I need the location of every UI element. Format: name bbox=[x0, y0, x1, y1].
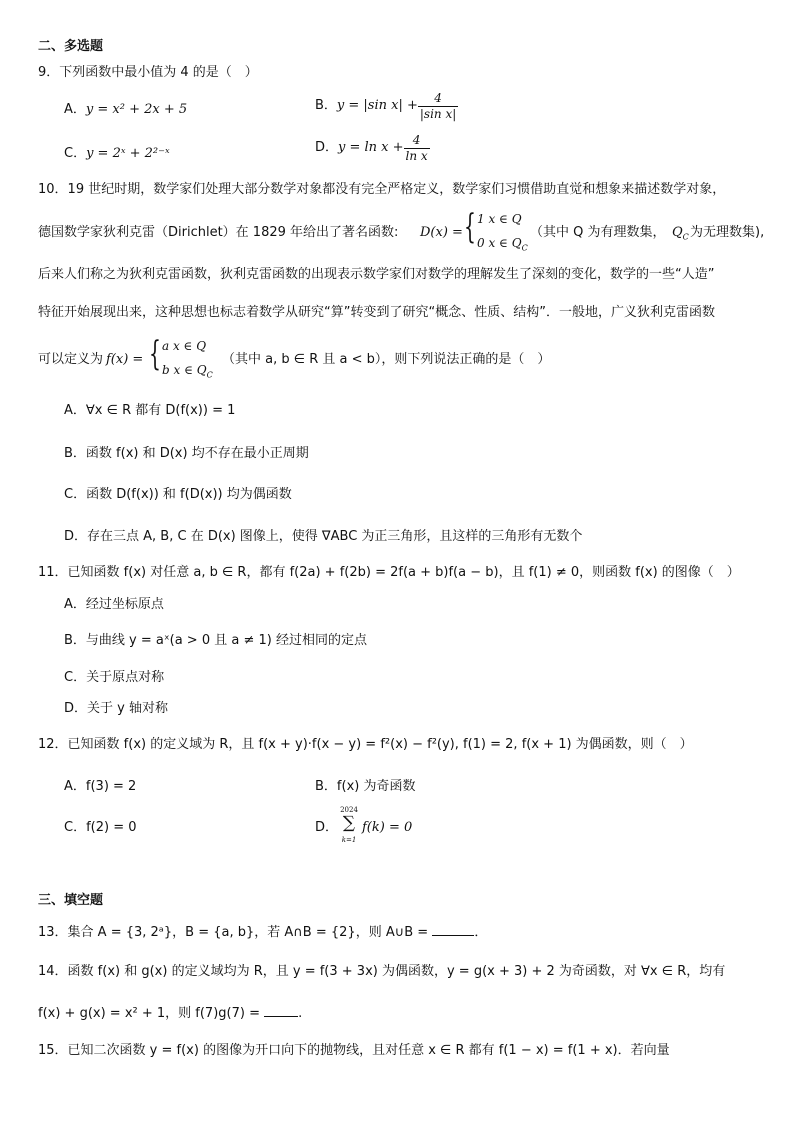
q10-option-d: D．存在三点 A, B, C 在 D(x) 图像上，使得 ∇ABC 为正三角形，且这样的三角形有无数个 bbox=[64, 529, 583, 544]
q9-option-a-label: A． bbox=[64, 102, 86, 117]
q12-option-a: A．f(3) = 2 bbox=[64, 779, 137, 794]
question-10-line-1: 10．19 世纪时期，数学家们处理大部分数学对象都没有完全严格定义，数学家们习惯借助直觉和想象来描述数学对象， bbox=[38, 182, 726, 197]
q12-sum-lower-limit: k=1 bbox=[341, 836, 357, 844]
irrational-set-letter: Q bbox=[672, 225, 683, 240]
q12-sigma-symbol: ∑ bbox=[342, 813, 356, 833]
section-title-multiple-choice: 二、多选题 bbox=[38, 39, 104, 54]
generalized-case-2-subscript: C bbox=[206, 370, 213, 380]
question-10-line-2-end: 为无理数集), bbox=[690, 225, 765, 240]
question-11-stem: 11．已知函数 f(x) 对任意 a, b ∈ R，都有 f(2a) + f(2b) = 2f(a + b)f(a − b)，且 f(1) ≠ 0，则函数 f(x) 的图像（ ） bbox=[38, 565, 740, 580]
q12-option-b: B．f(x) 为奇函数 bbox=[315, 779, 416, 794]
q11-option-c: C．关于原点对称 bbox=[64, 670, 165, 685]
question-10-line-2-suffix: （其中 Q 为有理数集， bbox=[530, 225, 666, 240]
q9-option-d-denominator: ln x bbox=[405, 148, 428, 163]
question-13-end: ． bbox=[474, 925, 488, 940]
dirichlet-case-2 bbox=[477, 236, 528, 254]
q9-option-d bbox=[315, 134, 430, 163]
q12-sum-upper-limit: 2024 bbox=[340, 806, 358, 814]
dirichlet-case-2-subscript: C bbox=[521, 243, 528, 253]
q10-option-c: C．函数 D(f(x)) 和 f(D(x)) 均为偶函数 bbox=[64, 487, 292, 502]
q9-option-b-label: B． bbox=[315, 98, 337, 114]
q13-answer-blank[interactable] bbox=[432, 935, 474, 936]
question-12-stem: 12．已知函数 f(x) 的定义域为 R，且 f(x + y)·f(x − y) = f²(x) − f²(y), f(1) = 2, f(x + 1) 为偶函数，则（ ） bbox=[38, 737, 693, 752]
generalized-case-2-text: b x ∈ Q bbox=[162, 363, 207, 377]
question-10-line-5-prefix: 可以定义为 bbox=[38, 352, 104, 367]
section-title-fill-blank: 三、填空题 bbox=[38, 893, 104, 908]
q11-option-a: A．经过坐标原点 bbox=[64, 597, 164, 612]
question-14-line-1: 14．函数 f(x) 和 g(x) 的定义域均为 R，且 y = f(3 + 3x) 为偶函数，y = g(x + 3) + 2 为奇函数，对 ∀x ∈ R，均有 bbox=[38, 964, 726, 979]
generalized-case-2 bbox=[162, 363, 213, 381]
question-14-line-2-text: f(x) + g(x) = x² + 1，则 f(7)g(7) = bbox=[38, 1006, 260, 1021]
q9-option-b-denominator: |sin x| bbox=[419, 106, 457, 121]
q9-option-d-label: D． bbox=[315, 140, 339, 156]
question-10-line-2-prefix: 德国数学家狄利克雷（Dirichlet）在 1829 年给出了著名函数: bbox=[38, 225, 399, 240]
q9-option-d-fraction bbox=[404, 134, 430, 163]
question-10-line-3: 后来人们称之为狄利克雷函数，狄利克雷函数的出现表示数学家们对数学的理解发生了深刻的变化，数学的一些“人造” bbox=[38, 267, 715, 282]
q11-option-b: B．与曲线 y = aˣ(a > 0 且 a ≠ 1) 经过相同的定点 bbox=[64, 633, 367, 648]
q10-option-b: B．函数 f(x) 和 D(x) 均不存在最小正周期 bbox=[64, 446, 309, 461]
dirichlet-case-1: 1 x ∈ Q bbox=[477, 212, 522, 226]
q9-option-c-expr: y = 2ˣ + 2²⁻ˣ bbox=[86, 146, 170, 161]
question-13-text: 13．集合 A = {3, 2ᵃ}，B = {a, b}，若 A∩B = {2}，则 A∪B = bbox=[38, 925, 429, 940]
question-9-stem: 9．下列函数中最小值为 4 的是（ ） bbox=[38, 65, 258, 80]
q9-option-c-label: C． bbox=[64, 146, 87, 161]
question-10-line-5-suffix: （其中 a, b ∈ R 且 a < b），则下列说法正确的是（ ） bbox=[222, 352, 551, 367]
irrational-set-subscript: C bbox=[682, 232, 689, 242]
q14-answer-blank[interactable] bbox=[264, 1016, 298, 1017]
q9-option-b-numerator: 4 bbox=[418, 92, 458, 107]
q12-option-d-expr: f(k) = 0 bbox=[362, 820, 413, 835]
generalized-function-name: f(x) = bbox=[106, 352, 144, 367]
dirichlet-function-name: D(x) = bbox=[420, 225, 463, 240]
q10-option-a: A．∀x ∈ R 都有 D(f(x)) = 1 bbox=[64, 403, 236, 418]
dirichlet-case-2-text: 0 x ∈ Q bbox=[477, 236, 522, 250]
question-10-line-4: 特征开始展现出来，这种思想也标志着数学从研究“算”转变到了研究“概念、性质、结构”．一般地，广义狄利克雷函数 bbox=[38, 305, 715, 320]
dirichlet-brace: { bbox=[464, 207, 476, 247]
question-15-line-1: 15．已知二次函数 y = f(x) 的图像为开口向下的抛物线，且对任意 x ∈ R 都有 f(1 − x) = f(1 + x)．若向量 bbox=[38, 1043, 670, 1058]
q9-option-b bbox=[315, 92, 458, 121]
question-14-line-2 bbox=[38, 1006, 302, 1023]
q9-option-a-expr: y = x² + 2x + 5 bbox=[85, 102, 188, 117]
q9-option-b-fraction bbox=[418, 92, 458, 121]
q9-option-d-numerator: 4 bbox=[404, 134, 430, 149]
generalized-case-1: a x ∈ Q bbox=[162, 339, 207, 353]
q9-option-d-left: y = ln x + bbox=[338, 140, 404, 156]
q11-option-d: D．关于 y 轴对称 bbox=[64, 701, 168, 716]
question-13 bbox=[38, 925, 487, 942]
q12-option-d-label: D． bbox=[315, 820, 339, 835]
generalized-brace: { bbox=[149, 334, 161, 374]
q12-option-c: C．f(2) = 0 bbox=[64, 820, 137, 835]
question-14-end: . bbox=[298, 1006, 303, 1021]
q9-option-c bbox=[64, 146, 170, 163]
q9-option-b-left: y = |sin x| + bbox=[336, 98, 418, 114]
irrational-set-symbol bbox=[672, 225, 689, 243]
q9-option-a bbox=[64, 102, 187, 119]
